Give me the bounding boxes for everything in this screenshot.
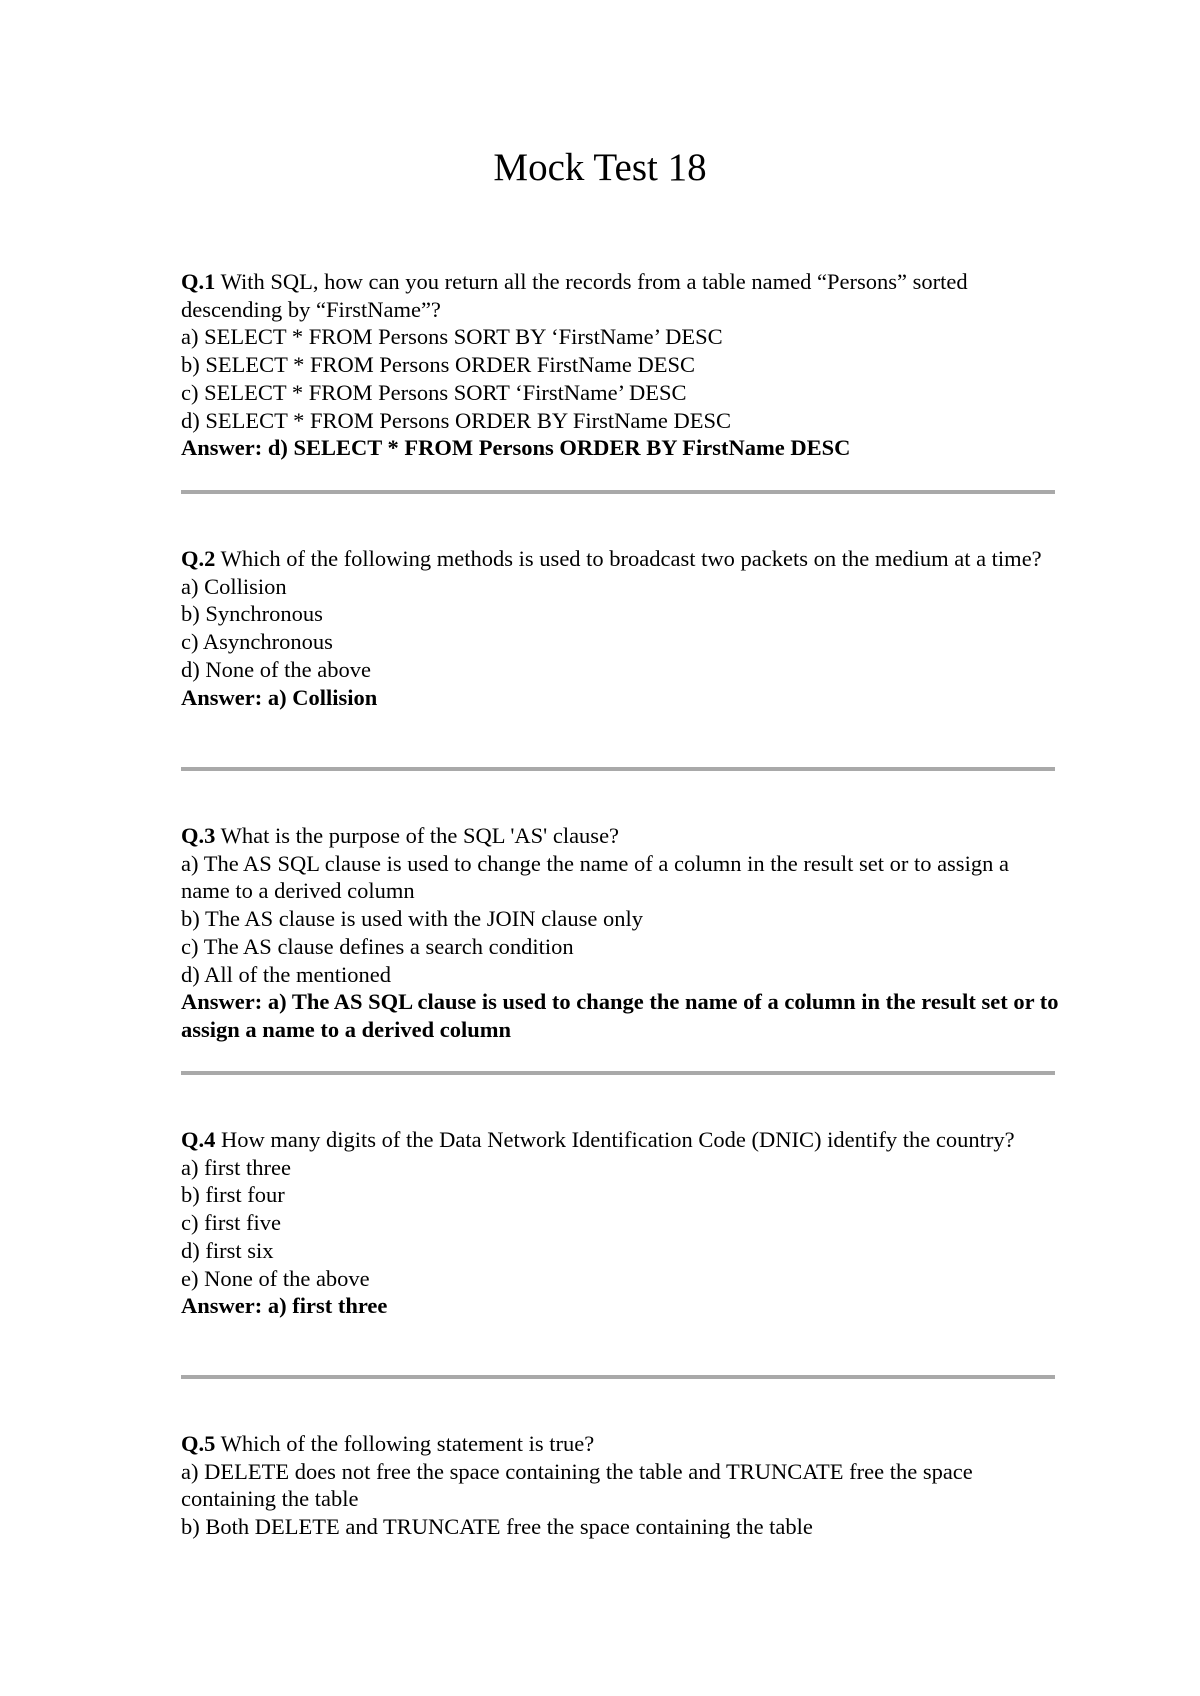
option-b: b) first four — [181, 1182, 285, 1208]
question-prompt: Which of the following statement is true? — [220, 1431, 595, 1456]
divider — [181, 1375, 1055, 1379]
answer: Answer: a) Collision — [181, 684, 378, 710]
option-d: d) None of the above — [181, 656, 371, 682]
question-number: Q.1 — [181, 269, 216, 294]
option-c: c) SELECT * FROM Persons SORT ‘FirstName’ DESC — [181, 379, 687, 405]
question-prompt: What is the purpose of the SQL 'AS' clause? — [220, 823, 620, 848]
divider — [181, 767, 1055, 771]
question-prompt: How many digits of the Data Network Identification Code (DNIC) identify the country? — [221, 1127, 1015, 1152]
option-a: a) first three — [181, 1154, 291, 1180]
question-text — [181, 1126, 1061, 1154]
question-text — [181, 1430, 1061, 1458]
answer: Answer: a) The AS SQL clause is used to change the name of a column in the result set or to assign a name to a derived column — [181, 989, 1059, 1042]
option-c: c) first five — [181, 1210, 281, 1236]
option-b: b) Both DELETE and TRUNCATE free the space containing the table — [181, 1514, 813, 1540]
option-a: a) DELETE does not free the space containing the table and TRUNCATE free the space containing the table — [181, 1458, 973, 1512]
option-b: b) SELECT * FROM Persons ORDER FirstName DESC — [181, 352, 695, 378]
option-d: d) SELECT * FROM Persons ORDER BY FirstName DESC — [181, 407, 732, 433]
option-a: a) Collision — [181, 573, 287, 599]
question-text — [181, 268, 1061, 323]
question-text — [181, 545, 1061, 573]
question-number: Q.5 — [181, 1431, 216, 1456]
option-b: b) Synchronous — [181, 601, 323, 627]
question-number: Q.2 — [181, 546, 216, 571]
answer: Answer: d) SELECT * FROM Persons ORDER BY FirstName DESC — [181, 435, 851, 461]
option-e: e) None of the above — [181, 1265, 370, 1291]
question-1 — [181, 268, 1061, 462]
question-4 — [181, 1126, 1061, 1320]
divider — [181, 1071, 1055, 1075]
question-5 — [181, 1430, 1061, 1541]
page-title: Mock Test 18 — [493, 146, 707, 189]
question-number: Q.3 — [181, 823, 216, 848]
option-c: c) The AS clause defines a search condition — [181, 933, 574, 959]
question-text — [181, 822, 1061, 850]
option-a: a) The AS SQL clause is used to change the name of a column in the result set or to assign a name to a derived column — [181, 850, 1009, 904]
divider — [181, 490, 1055, 494]
question-3 — [181, 822, 1061, 1044]
answer: Answer: a) first three — [181, 1293, 388, 1319]
option-b: b) The AS clause is used with the JOIN clause only — [181, 906, 644, 932]
option-d: d) first six — [181, 1237, 274, 1263]
question-2 — [181, 545, 1061, 711]
question-number: Q.4 — [181, 1127, 216, 1152]
option-a: a) SELECT * FROM Persons SORT BY ‘FirstName’ DESC — [181, 324, 723, 350]
option-d: d) All of the mentioned — [181, 961, 391, 987]
option-c: c) Asynchronous — [181, 629, 333, 655]
question-prompt: With SQL, how can you return all the records from a table named “Persons” sorted descending by “FirstName”? — [181, 269, 968, 322]
question-prompt: Which of the following methods is used to broadcast two packets on the medium at a time? — [220, 546, 1042, 571]
